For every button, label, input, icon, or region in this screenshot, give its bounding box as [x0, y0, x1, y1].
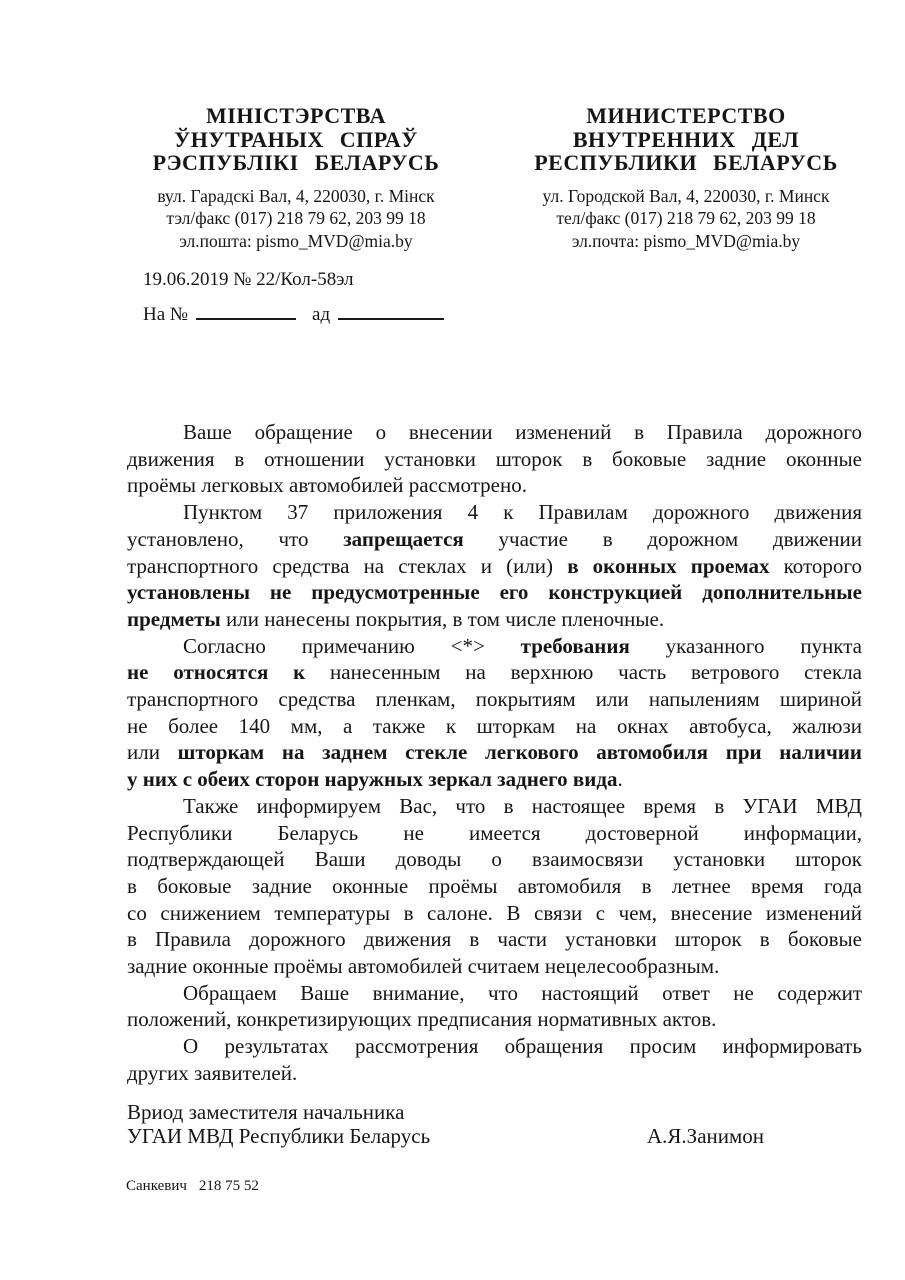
executor-name: Санкевич: [126, 1178, 187, 1194]
body-text-line: установлено, что запрещается участие в дорожном движении: [127, 526, 862, 551]
body-text-line: транспортного средства на стеклах и (или) в оконных проемах которого: [127, 553, 862, 578]
body-text-line: предметы или нанесены покрытия, в том числе пленочные.: [127, 606, 665, 631]
ref-date-number: 19.06.2019 № 22/Кол-58эл: [143, 269, 354, 290]
signature-block: [127, 1101, 862, 1148]
reply-date-blank: [338, 303, 444, 320]
body-text-line: не более 140 мм, а также к шторкам на окнах автобуса, жалюзи: [127, 713, 862, 738]
org-address-line: ул. Городской Вал, 4, 220030, г. Минск: [542, 185, 830, 206]
body-text-line: Обращаем Ваше внимание, что настоящий ответ не содержит: [183, 980, 862, 1005]
paragraph: [127, 980, 862, 1033]
org-address: [501, 185, 871, 253]
body-text-line: задние оконные проёмы автомобилей считаем нецелесообразным.: [127, 954, 720, 979]
reference-block: [143, 268, 444, 327]
body-text-line: установлены не предусмотренные его конструкцией дополнительные: [127, 580, 862, 605]
body-text-line: Согласно примечанию <*> требования указанного пункта: [183, 633, 862, 658]
reply-number-blank: [196, 303, 296, 320]
body-text-line: положений, конкретизирующих предписания нормативных актов.: [127, 1007, 717, 1032]
org-address-line: эл.почта: pismo_MVD@mia.by: [571, 230, 801, 251]
org-title-line: РЕСПУБЛИКИ БЕЛАРУСЬ: [534, 150, 838, 175]
signature-name: А.Я.Занимон: [647, 1123, 765, 1148]
org-title-line: РЭСПУБЛІКІ БЕЛАРУСЬ: [152, 150, 440, 175]
org-address-line: эл.пошта: pismo_MVD@mia.by: [179, 230, 413, 251]
org-address-line: вул. Гарадскі Вал, 4, 220030, г. Мінск: [157, 185, 435, 206]
paragraph: [127, 499, 862, 633]
paragraph: [127, 1033, 862, 1086]
body-text-line: Ваше обращение о внесении изменений в Правила дорожного: [183, 420, 862, 444]
letter-body: [127, 419, 862, 1087]
executor-phone: 218 75 52: [198, 1178, 259, 1194]
body-text-line: у них с обеих сторон наружных зеркал заднего вида.: [127, 767, 623, 792]
body-text-line: других заявителей.: [127, 1060, 298, 1085]
paragraph: [127, 793, 862, 980]
paragraph: [127, 419, 862, 499]
body-text-line: в боковые задние оконные проёмы автомобиля в летнее время года: [127, 873, 862, 898]
body-text-line: Пунктом 37 приложения 4 к Правилам дорожного движения: [183, 500, 862, 525]
body-text-line: не относятся к нанесенным на верхнюю часть ветрового стекла: [127, 660, 862, 685]
org-address-line: тэл/факс (017) 218 79 62, 203 99 18: [166, 208, 426, 228]
org-block-belarusian: [111, 104, 481, 252]
org-title-line: МІНІСТЭРСТВА: [206, 103, 386, 128]
body-text-line: со снижением температуры в салоне. В связи с чем, внесение изменений: [127, 900, 862, 925]
body-text-line: движения в отношении установки шторок в боковые задние оконные: [127, 446, 862, 471]
body-text-line: проёмы легковых автомобилей рассмотрено.: [127, 473, 527, 498]
signature-position-line: УГАИ МВД Республики Беларусь: [127, 1123, 431, 1148]
body-text-line: Республики Беларусь не имеется достоверной информации,: [127, 820, 862, 845]
reply-prefix: На №: [143, 304, 189, 325]
org-title-line: ЎНУТРАНЫХ СПРАЎ: [174, 126, 418, 152]
signature-position-line: Вриод заместителя начальника: [127, 1100, 405, 1124]
reply-reference-line: [143, 303, 444, 327]
executor-line: [126, 1178, 259, 1195]
body-text-line: подтверждающей Ваши доводы о взаимосвязи установки шторок: [127, 847, 862, 872]
org-address-line: тел/факс (017) 218 79 62, 203 99 18: [556, 208, 816, 228]
org-title-line: МИНИСТЕРСТВО: [586, 103, 786, 128]
reply-infix: ад: [312, 304, 331, 325]
org-block-russian: [501, 104, 871, 252]
org-title-line: ВНУТРЕННИХ ДЕЛ: [572, 126, 800, 152]
body-text-line: Также информируем Вас, что в настоящее время в УГАИ МВД: [183, 793, 862, 818]
body-text-line: транспортного средства пленкам, покрытиям или напылениям шириной: [127, 687, 862, 712]
org-address: [111, 185, 481, 253]
body-text-line: в Правила дорожного движения в части установки шторок в боковые: [127, 927, 862, 952]
body-text-line: О результатах рассмотрения обращения просим информировать: [183, 1034, 862, 1059]
paragraph: [127, 633, 862, 793]
body-text-line: или шторкам на заднем стекле легкового автомобиля при наличии: [127, 740, 862, 765]
